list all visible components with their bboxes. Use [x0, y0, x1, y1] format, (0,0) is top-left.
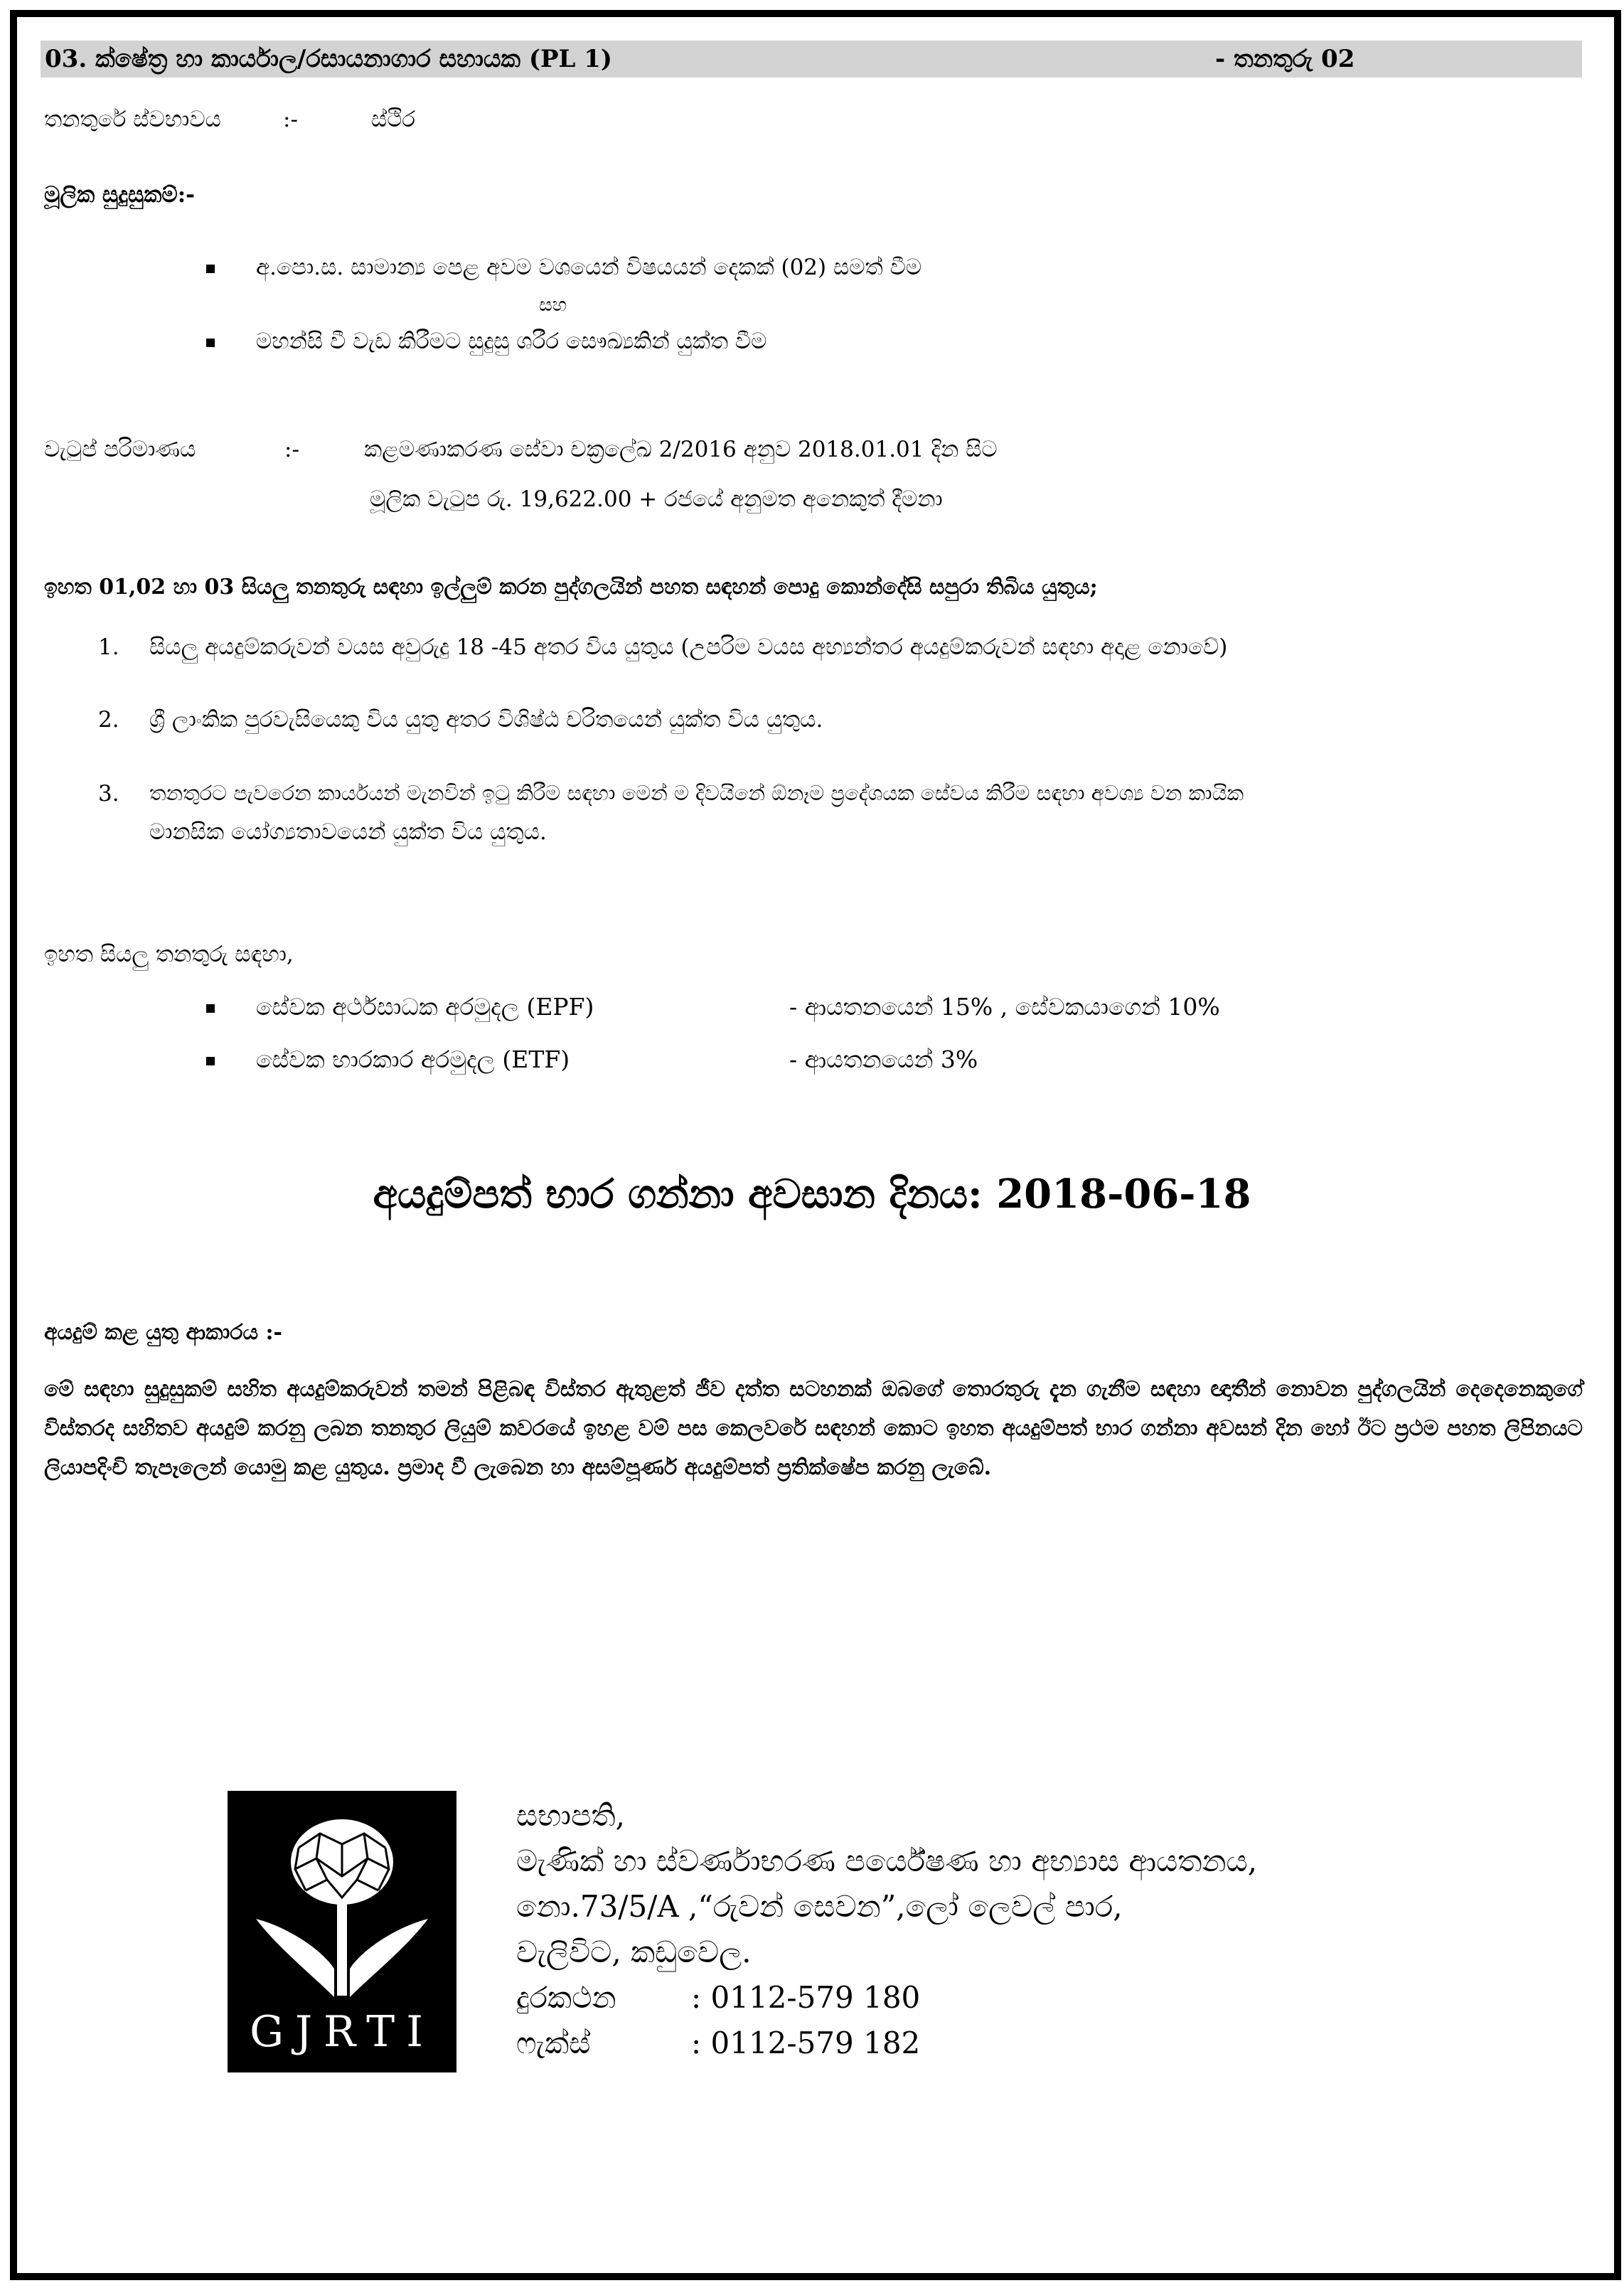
qualification-item: අ.පො.ස. සාමාන්‍ය පෙළ අවම වශයෙන් විෂයයන් දෙකක් (02) සමත් වීම: [256, 255, 922, 280]
phone-label: දුරකථන: [516, 1980, 616, 2015]
apply-body: මේ සඳහා සුදුසුකම් සහිත අයදුම්කරුවන් තමන් පිළිබඳ විස්තර ඇතුළත් ජීව දත්ත සටහනක් ඔබගේ තොරතුරු දැන ගැනීම සඳහා ඥාතීන් නොවන පුද්ගලයින් දෙදෙනෙකුගේ විස්තරද සහිතව අයදුම් කරනු ලබන තනතුර ලියුම් කවරයේ ඉහළ වම් පස කෙලවරේ සඳහන් කොට ඉහත අයදුම්පත් භාර ගන්නා අවසන් දින හෝ ඊට ප්‍රථම පහත ලිපිනයට ලියාපදිංචි තැපෑලෙන් යොමු කළ යුතුය. ප්‍රමාද වී ලැබෙන හා අසම්පූර්ණ අයදුම්පත් ප්‍රතික්ෂේප කරනු ලැබේ.: [44, 1377, 1583, 1480]
nature-sep: :-: [283, 107, 298, 132]
fund-name: සේවක අර්ථසාධක අරමුදල (EPF): [256, 993, 594, 1021]
salary-line-1: කළමණාකරණ සේවා චක්‍රලේඛ 2/2016 අනුව 2018.01.01 දින සිට: [364, 437, 998, 462]
condition-number: 3.: [98, 781, 119, 807]
section-title: 03. ක්ෂේත්‍ර හා කාර්යාල/රසායනාගාර සහායක (PL 1): [45, 45, 613, 73]
condition-text: තනතුරට පැවරෙන කාර්යයන් මැනවින් ඉටු කිරීම සඳහා මෙන් ම දිවයිනේ ඕනෑම ප්‍රදේශයක සේවය කිරීම සඳහා අවශ්‍ය වන කායික: [149, 781, 1244, 805]
vacancy-count: - තනතුරු 02: [1215, 45, 1355, 73]
salary-sep: :-: [284, 437, 299, 462]
condition-number: 1.: [98, 634, 119, 660]
conditions-heading: ඉහත 01,02 හා 03 සියලු තනතුරු සඳහා ඉල්ලුම් කරන පුද්ගලයින් පහත සඳහන් පොදු කොන්දේසි සපුරා තිබිය යුතුය;: [44, 575, 1098, 600]
gjrti-logo: [228, 1791, 456, 2072]
nature-label: තනතුරේ ස්වභාවය: [44, 107, 221, 132]
bullet-icon: [206, 1057, 215, 1065]
gem-flower-icon: [228, 1791, 456, 2004]
fund-name: සේවක භාරකාර අරමුදල (ETF): [256, 1045, 570, 1073]
fax-number: : 0112-579 182: [691, 2026, 921, 2060]
address-line-1: සභාපති,: [516, 1798, 625, 1833]
bullet-icon: [206, 265, 215, 273]
fax-label: ෆැක්ස්: [516, 2026, 591, 2060]
logo-text: GJRTI: [250, 2007, 434, 2057]
qualifications-heading: මූලික සුදුසුකම්:-: [44, 182, 196, 208]
deadline-title: අයදුම්පත් භාර ගන්නා අවසාන දිනය: 2018-06-18: [373, 1171, 1251, 1218]
nature-value: ස්ථිර: [371, 107, 415, 132]
address-line-2: මැණික් හා ස්වර්ණාභරණ පර්යේෂණ හා අභ්‍යාස ආයතනය,: [516, 1843, 1258, 1878]
address-line-4: වැලිවිට, කඩුවෙල.: [516, 1935, 752, 1969]
section-header-bar: [41, 41, 1582, 78]
funds-heading: ඉහත සියලු තනතුරු සඳහා,: [44, 942, 294, 967]
bullet-icon: [206, 339, 215, 347]
phone-number: : 0112-579 180: [691, 1980, 921, 2015]
qualification-item: මහන්සි වී වැඩ කිරීමට සුදුසු ශරීර සෞඛ්‍යකින් යුක්ත වීම: [256, 329, 767, 354]
fund-value: - ආයතනයෙන් 15% , සේවකයාගෙන් 10%: [789, 993, 1220, 1021]
condition-text-cont: මානසික යෝග්‍යතාවයෙන් යුක්ත විය යුතුය.: [149, 819, 547, 845]
condition-text: ශ්‍රී ලාංකික පුරවැසියෙකු විය යුතු අතර විශිෂ්ඨ චරිතයෙන් යුක්ත විය යුතුය.: [149, 707, 823, 733]
bullet-icon: [206, 1004, 215, 1013]
salary-label: වැටුප් පරිමාණය: [44, 437, 196, 462]
condition-text: සියලු අයදුම්කරුවන් වයස අවුරුදු 18 -45 අතර විය යුතුය (උපරිම වයස අභ්‍යන්තර අයදුම්කරුවන් සඳහා අදාළ නොවේ): [149, 634, 1228, 660]
apply-heading: අයදුම් කළ යුතු ආකාරය :-: [44, 1320, 283, 1345]
condition-number: 2.: [98, 707, 119, 733]
salary-line-2: මූලික වැටුප රු. 19,622.00 + රජයේ අනුමත අනෙකුත් දීමනා: [370, 486, 943, 512]
qualification-connector: සහ: [539, 294, 567, 316]
address-line-3: නො.73/5/A ,“රුවන් සෙවන”,ලෝ ලෙවල් පාර,: [516, 1889, 1123, 1924]
fund-value: - ආයතනයෙන් 3%: [789, 1045, 978, 1073]
